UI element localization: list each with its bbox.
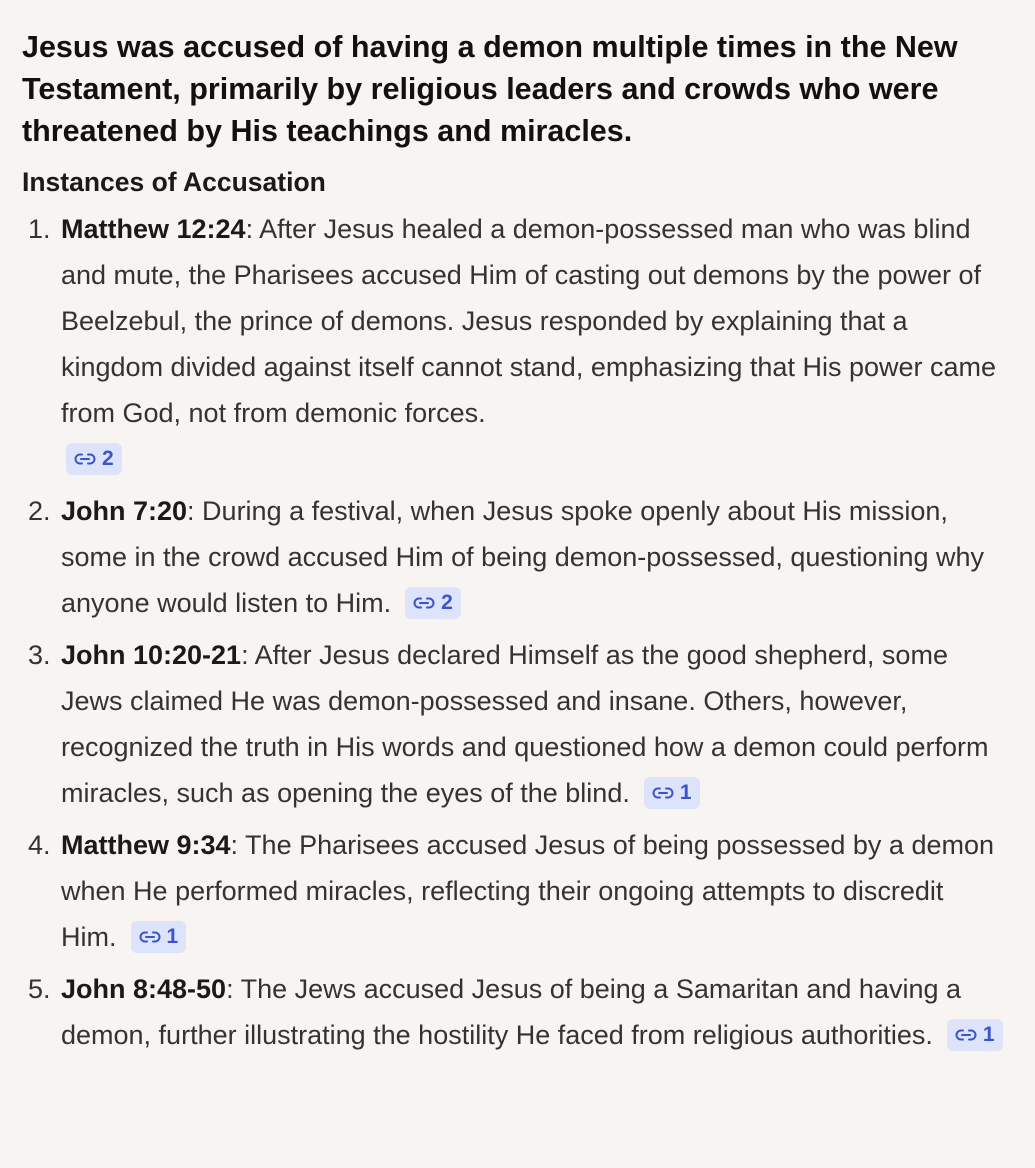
list-number: 1. — [28, 214, 51, 244]
item-text: : The Jews accused Jesus of being a Samaritan and having a demon, further illustrating the hostility He faced from religious authorities. — [61, 974, 962, 1050]
list-item — [22, 822, 1005, 960]
link-icon — [74, 452, 96, 466]
item-text: : During a festival, when Jesus spoke openly about His mission, some in the crowd accused Him of being demon-possessed, questioning why anyone would listen to Him. — [61, 496, 984, 618]
citation-count: 2 — [441, 591, 453, 614]
scripture-reference: John 10:20-21 — [61, 640, 242, 670]
instances-list — [22, 206, 1005, 1058]
citation-count: 2 — [102, 447, 114, 470]
link-icon — [413, 596, 435, 610]
citation-count: 1 — [982, 1023, 995, 1046]
list-number: 3. — [28, 640, 51, 670]
citation-badge[interactable] — [644, 777, 700, 809]
citation-count: 1 — [679, 781, 692, 804]
list-item — [22, 966, 1005, 1058]
citation-badge[interactable] — [947, 1019, 1003, 1051]
item-text: : After Jesus declared Himself as the good shepherd, some Jews claimed He was demon-possessed and insane. Others, however, recognized the truth in His words and questioned how a demon could perform miracles, such as opening the eyes of the blind. — [61, 640, 989, 808]
list-item — [22, 206, 1005, 482]
list-number: 4. — [28, 830, 51, 860]
citation-count: 1 — [166, 925, 179, 948]
scripture-reference: Matthew 12:24 — [61, 214, 246, 244]
scripture-reference: John 8:48-50 — [61, 974, 227, 1004]
citation-badge[interactable] — [66, 443, 122, 475]
item-text: : The Pharisees accused Jesus of being possessed by a demon when He performed miracles, reflecting their ongoing attempts to discredit Him. — [61, 830, 995, 952]
list-item — [22, 488, 1005, 626]
scripture-reference: John 7:20 — [61, 496, 188, 526]
link-icon — [955, 1028, 977, 1042]
list-item — [22, 632, 1005, 816]
item-text: : After Jesus healed a demon-possessed man who was blind and mute, the Pharisees accused Him of casting out demons by the power of Beelzebul, the prince of demons. Jesus responded by explaining that a kingdom divided against itself cannot stand, emphasizing that His power came from God, not from demonic forces. — [61, 214, 997, 428]
scripture-reference: Matthew 9:34 — [61, 830, 231, 860]
list-number: 5. — [28, 974, 51, 1004]
citation-badge[interactable] — [131, 921, 187, 953]
citation-badge[interactable] — [405, 587, 461, 619]
section-heading: Instances of Accusation — [22, 167, 326, 197]
answer-summary: Jesus was accused of having a demon multiple times in the New Testament, primarily by religious leaders and crowds who were threatened by His teachings and miracles. — [22, 30, 958, 148]
list-number: 2. — [28, 496, 51, 526]
link-icon — [139, 930, 161, 944]
link-icon — [652, 786, 674, 800]
